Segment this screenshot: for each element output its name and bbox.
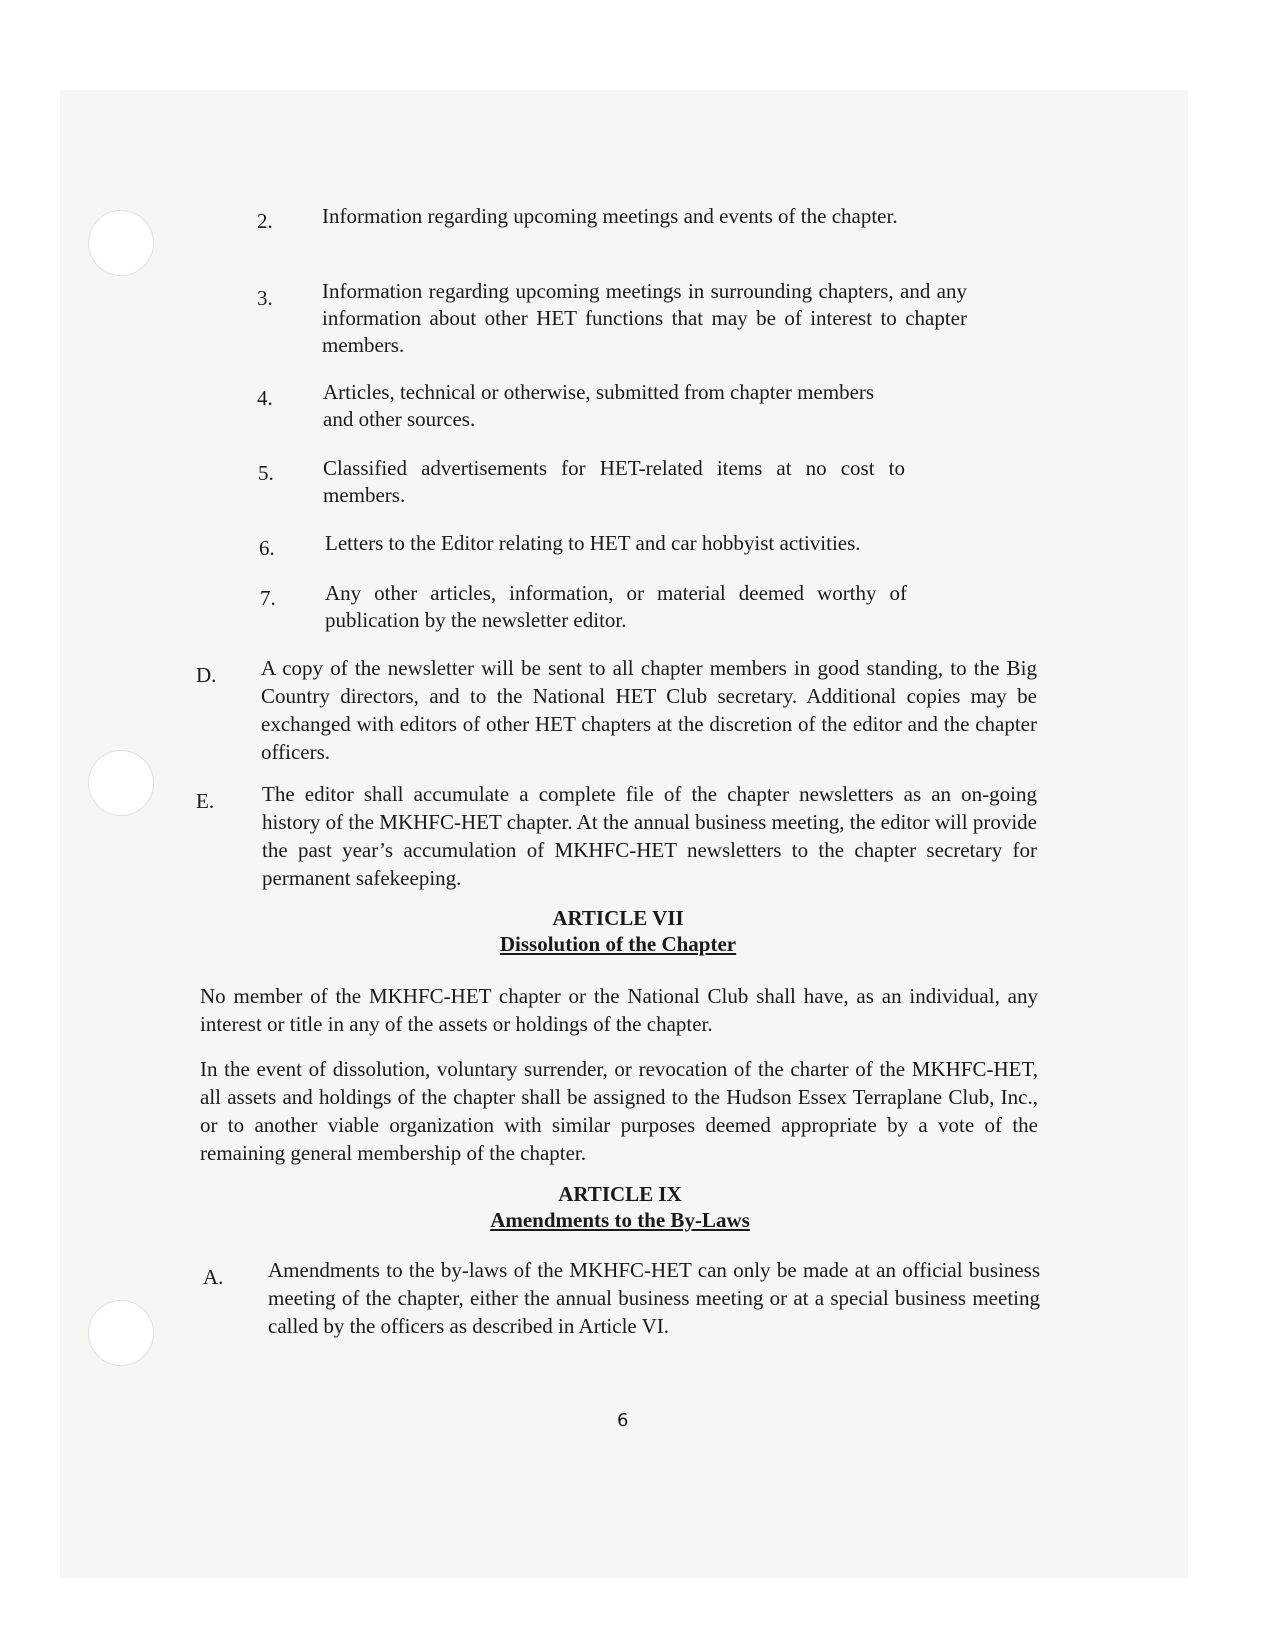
- article-paragraph: In the event of dissolution, voluntary surrender, or revocation of the charter of the MKHFC-HET, all assets and holdings of the chapter shall be assigned to the Hudson Essex Terraplane Club, Inc., or to another viable organization with similar purposes deemed appropriate by a vote of the remaining general membership of the chapter.: [200, 1057, 1038, 1165]
- section-letter: E.: [196, 789, 215, 813]
- section-text: Amendments to the by-laws of the MKHFC-HET can only be made at an official business meeting of the chapter, either the annual business meeting or at a special business meeting called by the officers as described in Article VI.: [268, 1258, 1040, 1338]
- binder-hole-top: [88, 210, 154, 276]
- list-item-text: Any other articles, information, or material deemed worthy of publication by the newsletter editor.: [325, 581, 907, 632]
- list-item-text: Classified advertisements for HET-related items at no cost to members.: [323, 456, 905, 507]
- article-subheading: Dissolution of the Chapter: [499, 932, 737, 956]
- list-item-number: 6.: [259, 536, 275, 560]
- article-heading: ARTICLE VII: [552, 906, 684, 930]
- list-item-number: 7.: [260, 586, 276, 610]
- page-number: 6: [617, 1410, 629, 1431]
- list-item-number: 2.: [257, 209, 273, 233]
- list-item-number: 3.: [257, 286, 273, 310]
- binder-hole-bottom: [88, 1300, 154, 1366]
- article-heading: ARTICLE IX: [558, 1182, 682, 1206]
- list-item-number: 5.: [258, 461, 274, 485]
- binder-hole-middle: [88, 750, 154, 816]
- section-text: The editor shall accumulate a complete file of the chapter newsletters as an on-going history of the MKHFC-HET chapter. At the annual business meeting, the editor will provide the past year’s accumulation of MKHFC-HET newsletters to the chapter secretary for permanent safekeeping.: [262, 782, 1037, 890]
- section-letter: D.: [196, 663, 217, 687]
- list-item-text: Information regarding upcoming meetings in surrounding chapters, and any information about other HET functions that may be of interest to chapter members.: [322, 279, 967, 357]
- list-item-number: 4.: [257, 386, 273, 410]
- list-item-text: Articles, technical or otherwise, submitted from chapter members and other sources.: [323, 380, 875, 431]
- list-item-text: Letters to the Editor relating to HET and car hobbyist activities.: [325, 531, 861, 555]
- section-text: A copy of the newsletter will be sent to all chapter members in good standing, to the Big Country directors, and to the National HET Club secretary. Additional copies may be exchanged with editors of other HET chapters at the discretion of the editor and the chapter officers.: [261, 656, 1037, 764]
- article-subheading: Amendments to the By-Laws: [490, 1208, 750, 1232]
- list-item-text: Information regarding upcoming meetings and events of the chapter.: [322, 204, 898, 228]
- section-letter: A.: [203, 1265, 224, 1289]
- article-paragraph: No member of the MKHFC-HET chapter or the National Club shall have, as an individual, any interest or title in any of the assets or holdings of the chapter.: [200, 984, 1038, 1036]
